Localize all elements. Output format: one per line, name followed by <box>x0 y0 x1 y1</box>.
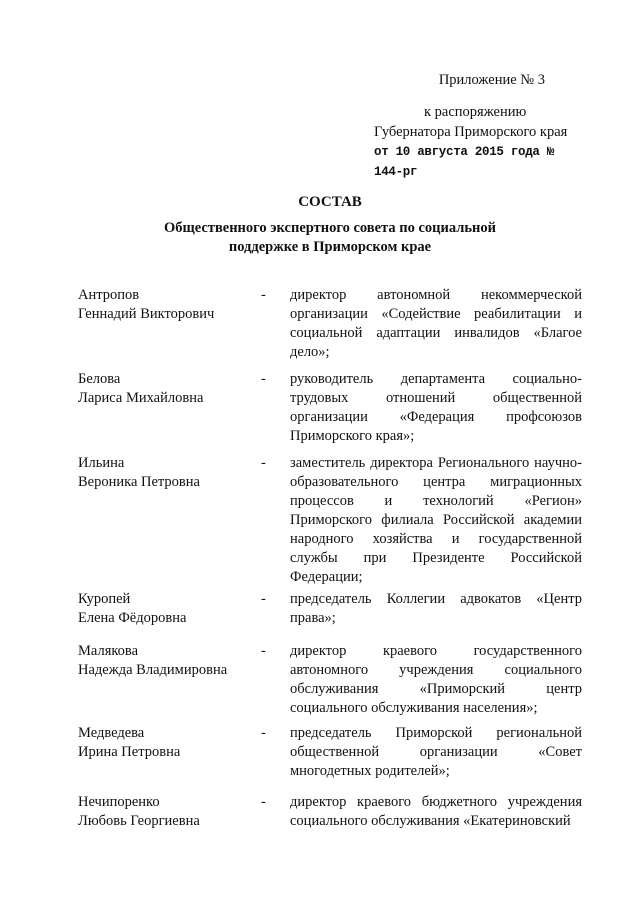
member-dash: - <box>261 287 266 303</box>
appendix-number: Приложение № 3 <box>438 72 545 88</box>
appendix-date-line: от 10 августа 2015 года № 144-рг <box>374 145 555 179</box>
member-name <box>78 793 258 831</box>
appendix-order-line: к распоряжению <box>424 104 527 120</box>
member-position: председатель Коллегии адвокатов «Центр права»; <box>290 591 582 626</box>
member-given-name: Вероника Петровна <box>78 474 200 490</box>
member-position: директор краевого бюджетного учреждения социального обслуживания «Екатериновский <box>290 794 582 829</box>
member-name <box>78 370 258 408</box>
subtitle-line-1: Общественного экспертного совета по социальной <box>164 220 496 236</box>
member-given-name: Геннадий Викторович <box>78 306 215 322</box>
member-surname: Медведева <box>78 725 145 741</box>
member-dash: - <box>261 643 266 659</box>
member-dash: - <box>261 455 266 471</box>
appendix-block <box>360 70 580 182</box>
member-position: заместитель директора Регионального научно-образовательного центра миграционных процессов и технологий «Регион» Приморского филиала Российской академии народного хозяйства и государственной службы при Президенте Российской Федерации; <box>290 455 582 585</box>
member-name <box>78 286 258 324</box>
member-surname: Антропов <box>78 287 140 303</box>
member-dash: - <box>261 591 266 607</box>
member-dash: - <box>261 725 266 741</box>
member-given-name: Любовь Георгиевна <box>78 813 200 829</box>
member-given-name: Елена Фёдоровна <box>78 610 187 626</box>
member-position: руководитель департамента социально-трудовых отношений общественной организации «Федерация профсоюзов Приморского края»; <box>290 371 582 444</box>
member-surname: Нечипоренко <box>78 794 160 810</box>
document-subtitle <box>0 219 640 257</box>
member-name <box>78 590 258 628</box>
appendix-governor-line: Губернатора Приморского края <box>374 124 568 140</box>
member-name <box>78 724 258 762</box>
member-position: директор краевого государственного автономного учреждения социального обслуживания «Приморский центр социального обслуживания населения»; <box>290 643 582 716</box>
member-dash: - <box>261 794 266 810</box>
member-given-name: Ирина Петровна <box>78 744 181 760</box>
member-given-name: Лариса Михайловна <box>78 390 204 406</box>
member-name <box>78 454 258 492</box>
member-surname: Куропей <box>78 591 131 607</box>
member-dash: - <box>261 371 266 387</box>
member-name <box>78 642 258 680</box>
member-position: директор автономной некоммерческой организации «Содействие реабилитации и социальной адаптации инвалидов «Благое дело»; <box>290 287 582 360</box>
member-given-name: Надежда Владимировна <box>78 662 228 678</box>
member-surname: Малякова <box>78 643 139 659</box>
document-title: СОСТАВ <box>298 194 362 210</box>
member-surname: Белова <box>78 371 121 387</box>
member-position: председатель Приморской региональной общественной организации «Совет многодетных родителей»; <box>290 725 582 779</box>
subtitle-line-2: поддержке в Приморском крае <box>228 239 432 255</box>
member-surname: Ильина <box>78 455 125 471</box>
